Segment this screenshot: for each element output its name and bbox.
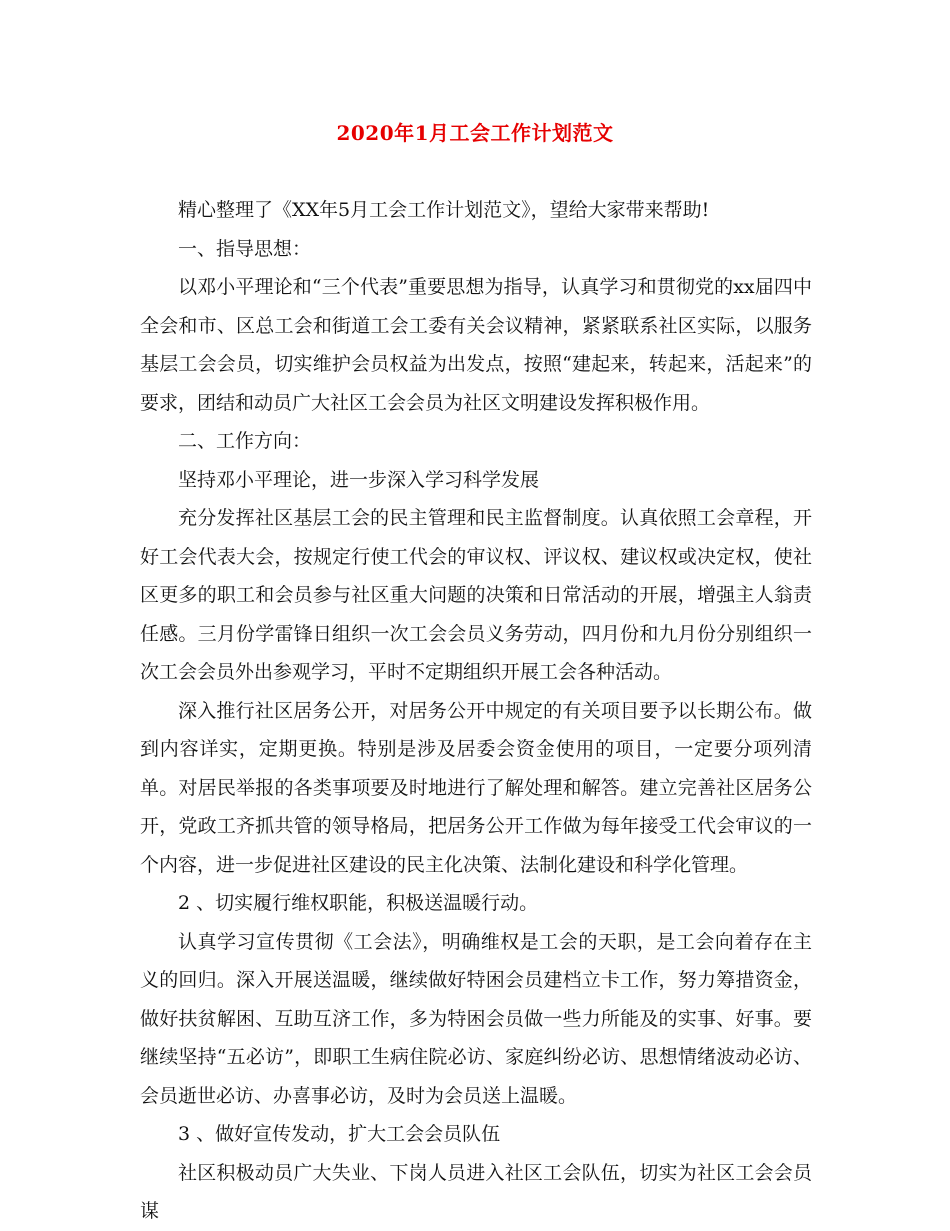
rights-protection-paragraph: 认真学习宣传贯彻《工会法》，明确维权是工会的天职，是工会向着存在主义的回归。深入开展送温暖，继续做好特困会员建档立卡工作，努力筹措资金，做好扶贫解困、互助互济工作，多为特困会员做一些力所能及的实事、好事。要继续坚持“五必访”，即职工生病住院必访、家庭纠纷必访、思想情绪波动必访、会员逝世必访、办喜事必访，及时为会员送上温暖。 [140, 930, 812, 1107]
section-heading-work-direction: 二、工作方向： [178, 430, 312, 452]
subheading-rights-protection: 2 、切实履行维权职能，积极送温暖行动。 [178, 892, 539, 914]
subheading-publicity: 3 、做好宣传发动，扩大工会会员队伍 [178, 1123, 501, 1145]
guiding-ideology-paragraph: 以邓小平理论和“三个代表”重要思想为指导，认真学习和贯彻党的xx届四中全会和市、区总工会和街道工会工委有关会议精神，紧紧联系社区实际，以服务基层工会会员，切实维护会员权益为出发点，按照“建起来，转起来，活起来”的要求，团结和动员广大社区工会会员为社区文明建设发挥积极作用。 [140, 276, 812, 414]
affairs-disclosure-paragraph: 深入推行社区居务公开，对居务公开中规定的有关项目要予以长期公布。做到内容详实，定期更换。特别是涉及居委会资金使用的项目，一定要分项列清单。对居民举报的各类事项要及时地进行了解处理和解答。建立完善社区居务公开，党政工齐抓共管的领导格局，把居务公开工作做为每年接受工代会审议的一个内容，进一步促进社区建设的民主化决策、法制化建设和科学化管理。 [140, 699, 812, 876]
publicity-paragraph: 社区积极动员广大失业、下岗人员进入社区工会队伍，切实为社区工会会员谋 [140, 1161, 812, 1222]
work-direction-item-1: 坚持邓小平理论，进一步深入学习科学发展 [178, 468, 540, 491]
document-title: 2020年1月工会工作计划范文 [336, 121, 614, 145]
intro-paragraph: 精心整理了《XX年5月工会工作计划范文》，望给大家带来帮助! [178, 199, 710, 221]
democratic-management-paragraph: 充分发挥社区基层工会的民主管理和民主监督制度。认真依照工会章程，开好工会代表大会，按规定行使工代会的审议权、评议权、建议权或决定权，使社区更多的职工和会员参与社区重大问题的决策和日常活动的开展，增强主人翁责任感。三月份学雷锋日组织一次工会会员义务劳动，四月份和九月份分别组织一次工会会员外出参观学习，平时不定期组织开展工会各种活动。 [140, 507, 812, 683]
section-heading-guiding-ideology: 一、指导思想： [178, 237, 312, 260]
document-body [140, 191, 812, 1231]
